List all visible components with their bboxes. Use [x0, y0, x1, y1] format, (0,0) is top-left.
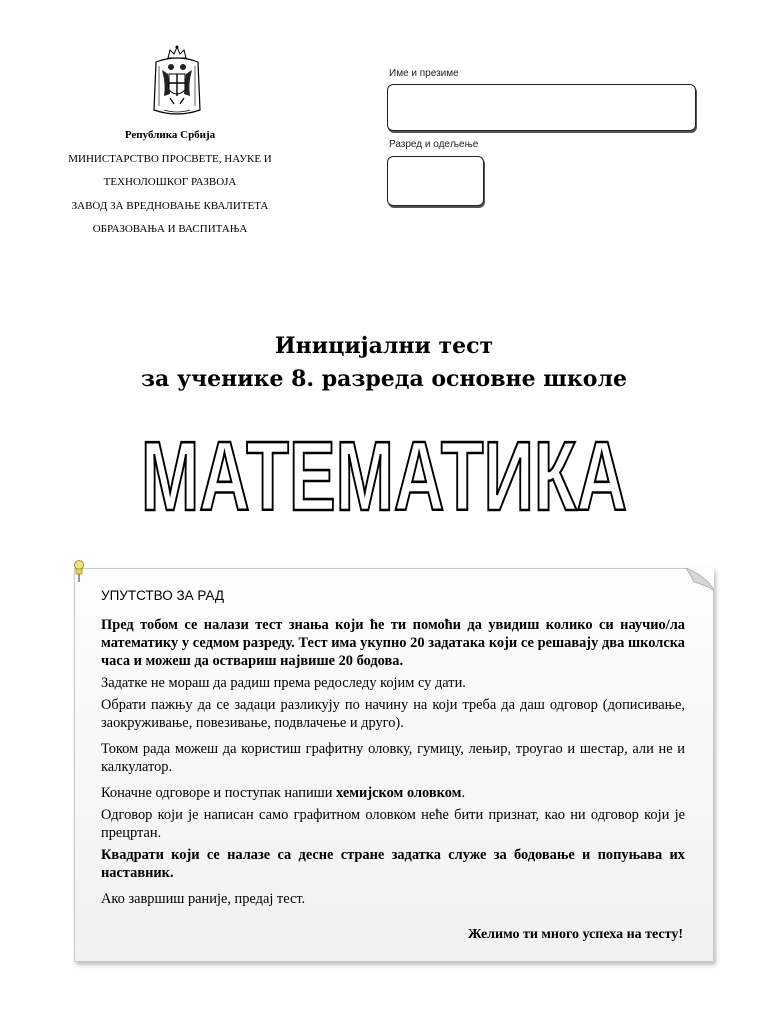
ministry-line-2: ТЕХНОЛОШКОГ РАЗВОЈА — [103, 176, 237, 188]
ministry-line-1: МИНИСТАРСТВО ПРОСВЕТЕ, НАУКЕ И — [68, 152, 272, 165]
instruction-paragraph: Обрати пажњу да се задаци разликују по начину на који треба да даш одговор (дописивање, заокруживање, повезивање, подвлачење и друго). — [101, 697, 685, 731]
page-curl-icon — [686, 568, 714, 590]
republic-name: Република Србија — [124, 129, 216, 141]
test-subtitle: за ученике 8. разреда основне школе — [141, 366, 627, 392]
instruction-paragraph: Задатке не мораш да радиш према редоследу којим су дати. — [101, 675, 466, 691]
grade-field-label: Разред и одељење — [389, 139, 479, 150]
name-field[interactable] — [387, 84, 696, 131]
instructions-text — [101, 587, 685, 912]
instruction-paragraph: Ако завршиш раније, предај тест. — [101, 891, 306, 907]
name-field-label: Име и презиме — [389, 68, 459, 79]
institute-line-1: ЗАВОД ЗА ВРЕДНОВАЊЕ КВАЛИТЕТА — [71, 199, 269, 212]
instructions-heading: УПУТСТВО ЗА РАД — [101, 588, 225, 603]
subject-title-text: МАТЕМАТИКА — [141, 421, 627, 528]
good-luck-message: Желимо ти много успеха на тесту! — [467, 927, 683, 942]
instruction-paragraph: Квадрати који се налазе са десне стране задатка служе за бодовање и попуњава их наставник. — [101, 847, 685, 881]
instruction-text: Коначне одговоре и поступак напиши — [101, 785, 337, 801]
subject-title — [0, 418, 768, 528]
pushpin-icon — [72, 560, 86, 584]
test-title: Иницијални тест — [274, 333, 494, 359]
instruction-paragraph: Пред тобом се налази тест знања који ће ти помоћи да увидиш колико си научио/ла математику у седмом разреду. Тест има укупно 20 задатака који се решавају два школска часа и можеш да оствариш највише 20 бодова. — [101, 617, 685, 669]
coat-of-arms-icon — [150, 44, 204, 120]
instruction-paragraph: Одговор који је написан само графитном оловком неће бити признат, као ни одговор који је прецртан. — [101, 807, 685, 841]
institution-header — [40, 124, 300, 242]
instruction-paragraph — [101, 784, 685, 802]
grade-field[interactable] — [387, 156, 484, 206]
instruction-paragraph: Током рада можеш да користиш графитну оловку, гумицу, лењир, троугао и шестар, али не и калкулатор. — [101, 741, 685, 775]
instruction-emphasis: хемијском оловком — [336, 785, 462, 801]
instruction-text: . — [461, 785, 466, 801]
institute-line-2: ОБРАЗОВАЊА И ВАСПИТАЊА — [92, 223, 248, 235]
